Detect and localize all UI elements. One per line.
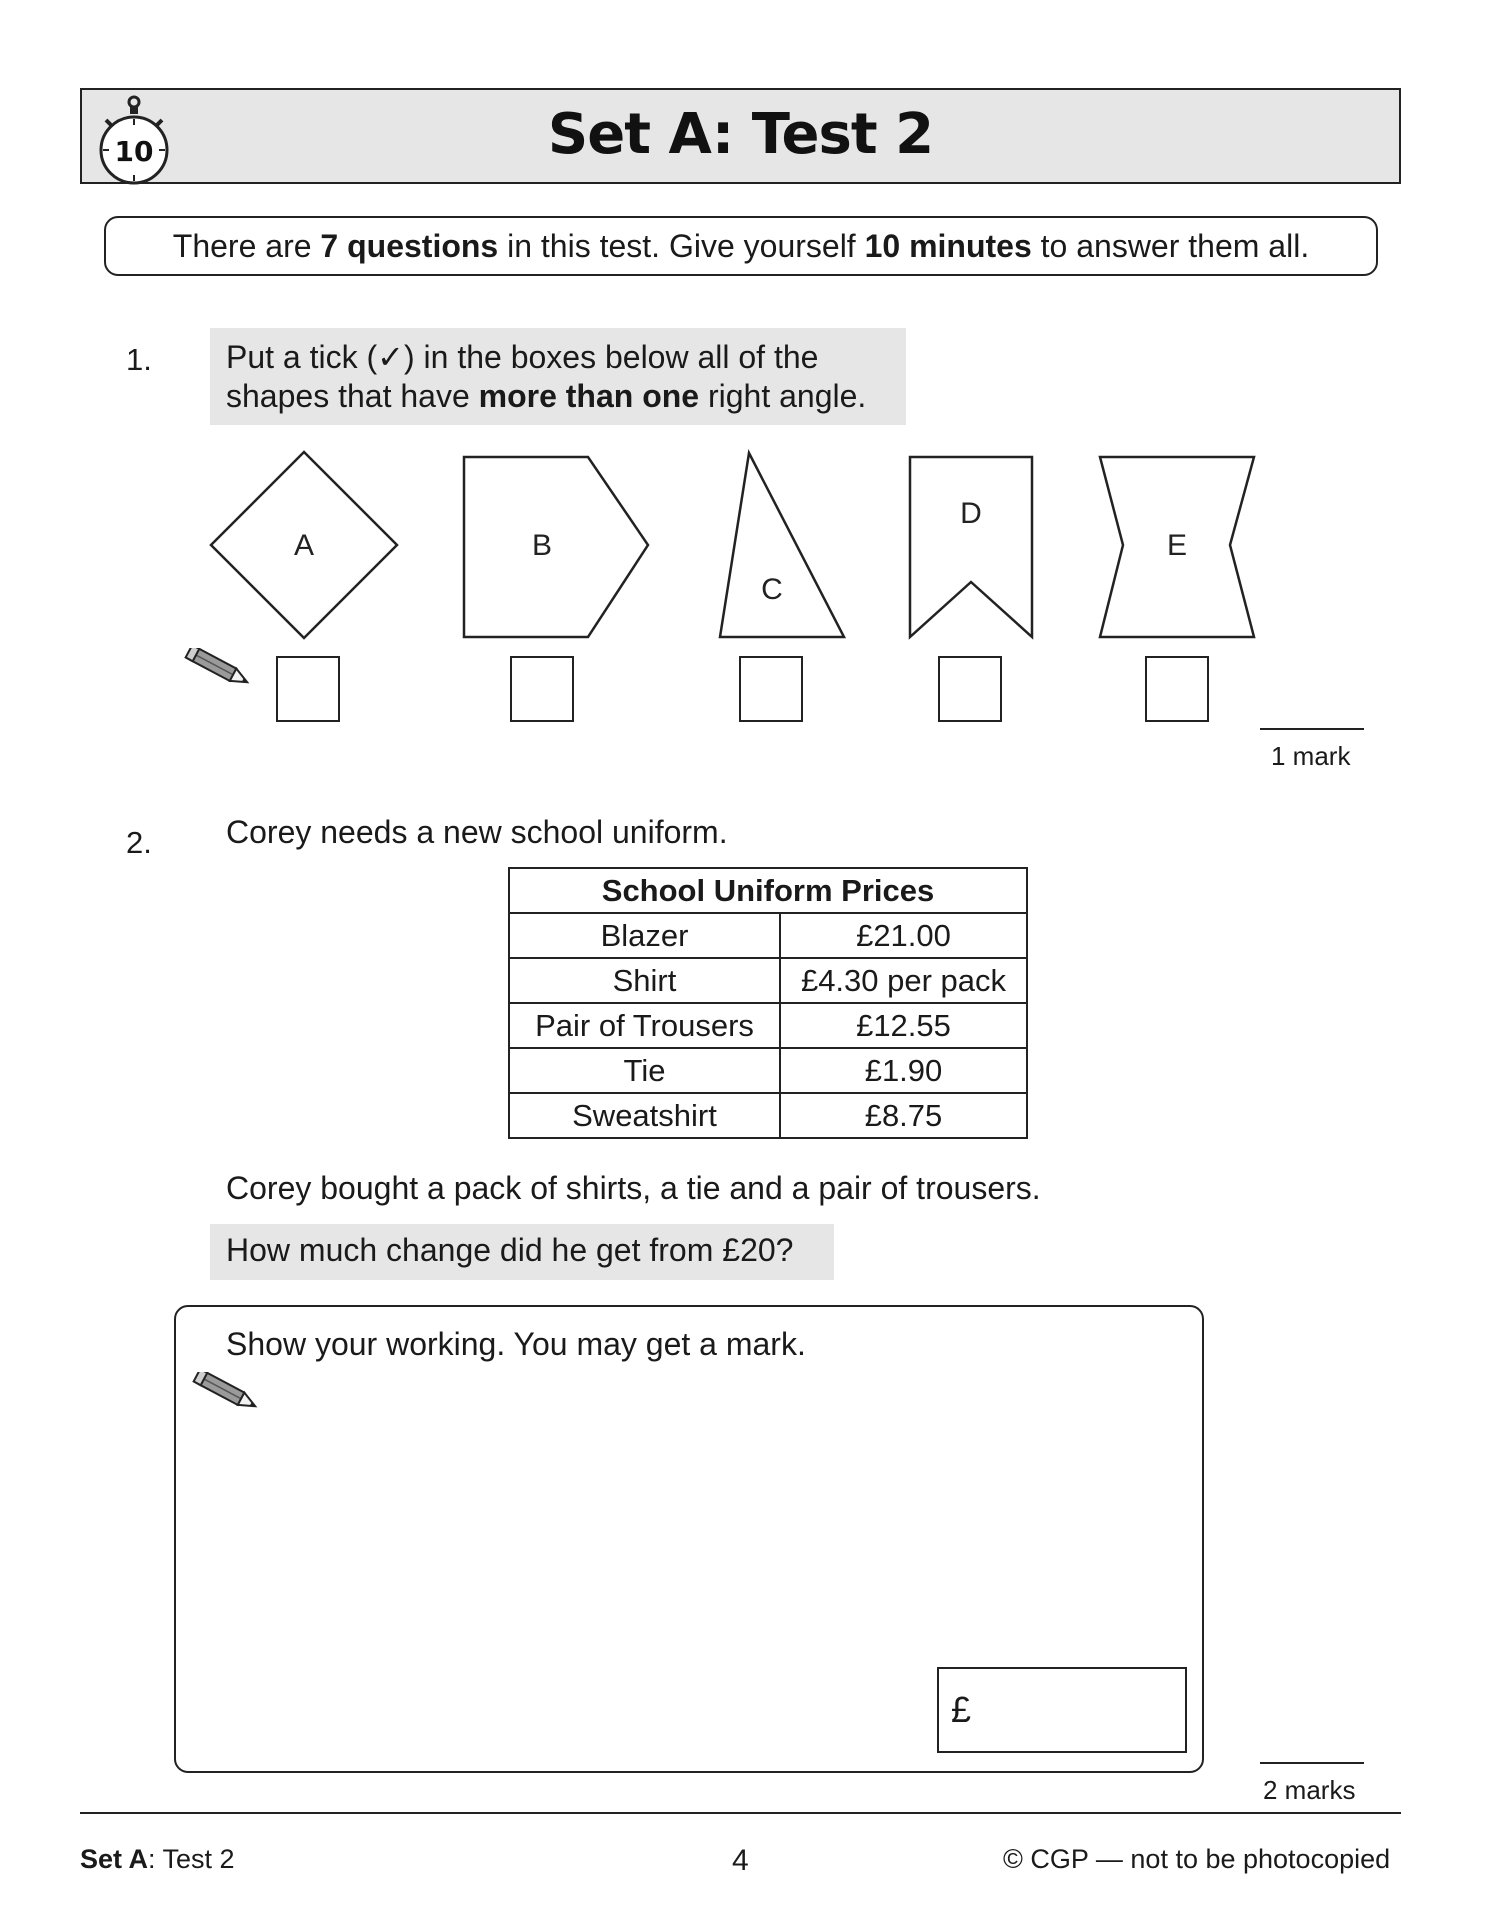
mark-label-q2: 2 marks: [1263, 1775, 1356, 1805]
item-cell: Tie: [509, 1048, 780, 1093]
mark-line-q1: [1260, 728, 1364, 730]
pencil-icon: [192, 1372, 268, 1416]
page-number: 4: [732, 1844, 749, 1877]
mark-line-q2: [1260, 1762, 1364, 1764]
table-row: [509, 958, 1027, 1003]
shape-label-e: E: [1166, 529, 1188, 562]
question-2-prompt: How much change did he get from £20?: [210, 1224, 834, 1280]
question-number-1: 1.: [126, 342, 152, 377]
question-2-intro: Corey needs a new school uniform.: [226, 814, 728, 850]
pencil-icon: [184, 648, 260, 692]
page-title: Set A: Test 2: [547, 102, 934, 167]
shapes-row: [200, 445, 1260, 645]
item-cell: Shirt: [509, 958, 780, 1003]
copyright-notice: © CGP — not to be photocopied: [1003, 1844, 1391, 1874]
price-cell: £12.55: [780, 1003, 1027, 1048]
shape-b: [464, 457, 648, 637]
item-cell: Sweatshirt: [509, 1093, 780, 1138]
tick-box-b[interactable]: [510, 656, 574, 722]
shape-label-c: C: [761, 573, 783, 606]
shape-label-b: B: [531, 529, 553, 562]
item-cell: Pair of Trousers: [509, 1003, 780, 1048]
working-label: Show your working. You may get a mark.: [226, 1326, 806, 1362]
instructions-box: There are 7 questions in this test. Give yourself 10 minutes to answer them all.: [104, 216, 1378, 276]
table-row: [509, 1093, 1027, 1138]
timer-minutes: 10: [114, 135, 154, 168]
price-cell: £21.00: [780, 913, 1027, 958]
footer-rule: [80, 1812, 1401, 1814]
table-row: [509, 1003, 1027, 1048]
tick-box-c[interactable]: [739, 656, 803, 722]
tick-box-a[interactable]: [276, 656, 340, 722]
question-2-context: Corey bought a pack of shirts, a tie and a pair of trousers.: [226, 1170, 1041, 1206]
shape-label-d: D: [960, 497, 982, 530]
tick-box-e[interactable]: [1145, 656, 1209, 722]
table-row: [509, 913, 1027, 958]
shape-label-a: A: [293, 529, 315, 562]
tick-box-d[interactable]: [938, 656, 1002, 722]
answer-box[interactable]: [937, 1667, 1187, 1753]
shape-c: [720, 453, 844, 637]
footer-set-label: Set A: Test 2: [80, 1844, 235, 1874]
mark-label-q1: 1 mark: [1271, 741, 1351, 771]
item-cell: Blazer: [509, 913, 780, 958]
price-cell: £8.75: [780, 1093, 1027, 1138]
table-title: School Uniform Prices: [509, 868, 1027, 913]
uniform-price-table: [508, 867, 1028, 1139]
table-row: [509, 1048, 1027, 1093]
price-cell: £1.90: [780, 1048, 1027, 1093]
question-1-prompt: Put a tick (✓) in the boxes below all of the shapes that have more than one right angle.: [210, 328, 906, 425]
question-number-2: 2.: [126, 825, 152, 860]
shape-d: [910, 457, 1032, 637]
currency-symbol: £: [951, 1689, 972, 1730]
title-bar: [80, 88, 1401, 184]
stopwatch-icon: [94, 94, 174, 186]
price-cell: £4.30 per pack: [780, 958, 1027, 1003]
